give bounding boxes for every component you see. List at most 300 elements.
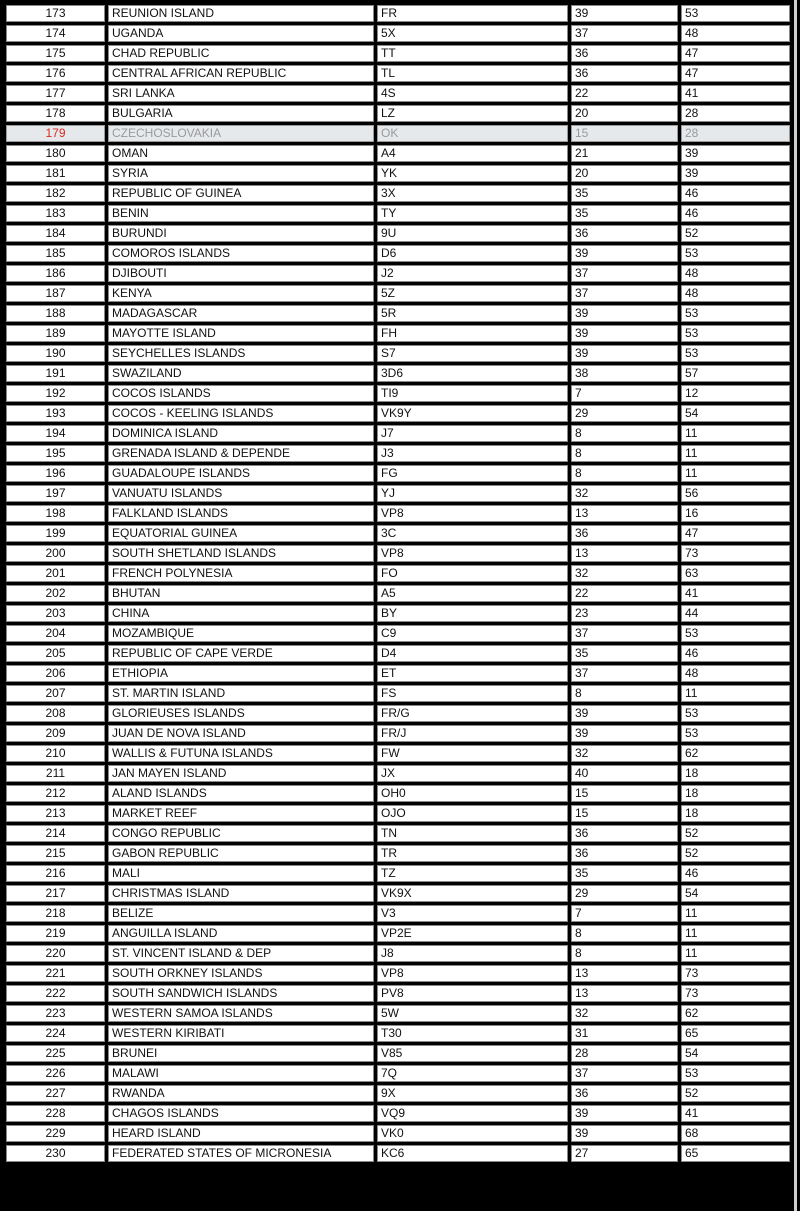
entity-itu-text: 52 [685, 226, 699, 240]
entity-num-text: 223 [45, 1006, 66, 1020]
entity-number-cell [6, 625, 105, 642]
entity-num-text: 182 [45, 186, 66, 200]
itu-zone-cell [681, 225, 790, 242]
entity-itu-text: 53 [685, 626, 699, 640]
entity-num-text: 210 [45, 746, 66, 760]
cq-zone-cell [571, 1145, 678, 1162]
entity-name-cell [108, 1125, 374, 1142]
cq-zone-cell [571, 1045, 678, 1062]
table-row [6, 45, 790, 62]
entity-itu-text: 57 [685, 366, 699, 380]
entity-num-text: 180 [45, 146, 66, 160]
entity-num-text: 175 [45, 46, 66, 60]
entity-prefix-text: VK9X [381, 886, 412, 900]
table-row [6, 825, 790, 842]
entity-number-cell [6, 1145, 105, 1162]
itu-zone-cell [681, 745, 790, 762]
entity-itu-text: 53 [685, 706, 699, 720]
itu-zone-cell [681, 465, 790, 482]
entity-itu-text: 56 [685, 486, 699, 500]
entity-prefix-text: OK [381, 126, 399, 140]
cq-zone-cell [571, 365, 678, 382]
entity-prefix-text: VP2E [381, 926, 412, 940]
cq-zone-cell [571, 965, 678, 982]
entity-name-cell [108, 845, 374, 862]
cq-zone-cell [571, 765, 678, 782]
entity-number-cell [6, 445, 105, 462]
prefix-cell [377, 165, 568, 182]
entity-cq-text: 20 [575, 166, 589, 180]
prefix-cell [377, 1125, 568, 1142]
entity-cq-text: 37 [575, 286, 589, 300]
prefix-cell [377, 685, 568, 702]
entity-cq-text: 39 [575, 706, 589, 720]
table-row [6, 25, 790, 42]
entity-num-text: 218 [45, 906, 66, 920]
cq-zone-cell [571, 985, 678, 1002]
entity-cq-text: 39 [575, 246, 589, 260]
table-row [6, 625, 790, 642]
itu-zone-cell [681, 185, 790, 202]
prefix-cell [377, 665, 568, 682]
entity-cq-text: 36 [575, 66, 589, 80]
entity-name-text: GRENADA ISLAND & DEPENDE [112, 446, 291, 460]
entity-itu-text: 54 [685, 886, 699, 900]
table-row [6, 405, 790, 422]
entity-itu-text: 47 [685, 46, 699, 60]
entity-itu-text: 44 [685, 606, 699, 620]
prefix-cell [377, 945, 568, 962]
entity-number-cell [6, 285, 105, 302]
prefix-cell [377, 245, 568, 262]
itu-zone-cell [681, 1065, 790, 1082]
entity-num-text: 204 [45, 626, 66, 640]
entity-itu-text: 12 [685, 386, 699, 400]
entity-name-cell [108, 445, 374, 462]
entity-prefix-text: S7 [381, 346, 396, 360]
entity-name-cell [108, 725, 374, 742]
entity-cq-text: 39 [575, 1106, 589, 1120]
prefix-cell [377, 645, 568, 662]
entity-number-cell [6, 845, 105, 862]
entity-prefix-text: 9X [381, 1086, 396, 1100]
itu-zone-cell [681, 1005, 790, 1022]
entity-num-text: 205 [45, 646, 66, 660]
entity-name-cell [108, 885, 374, 902]
cq-zone-cell [571, 1065, 678, 1082]
entity-name-text: CZECHOSLOVAKIA [112, 126, 222, 140]
entity-number-cell [6, 85, 105, 102]
entity-cq-text: 37 [575, 666, 589, 680]
entity-itu-text: 18 [685, 806, 699, 820]
entity-cq-text: 36 [575, 1086, 589, 1100]
entity-num-text: 207 [45, 686, 66, 700]
entity-prefix-text: VP8 [381, 966, 404, 980]
entity-itu-text: 18 [685, 786, 699, 800]
table-row [6, 365, 790, 382]
entity-num-text: 221 [45, 966, 66, 980]
prefix-cell [377, 545, 568, 562]
entity-name-text: BELIZE [112, 906, 154, 920]
itu-zone-cell [681, 945, 790, 962]
itu-zone-cell [681, 985, 790, 1002]
itu-zone-cell [681, 865, 790, 882]
table-row [6, 85, 790, 102]
entity-name-text: EQUATORIAL GUINEA [112, 526, 238, 540]
cq-zone-cell [571, 265, 678, 282]
entity-num-text: 227 [45, 1086, 66, 1100]
entity-number-cell [6, 545, 105, 562]
entity-prefix-text: FW [381, 746, 400, 760]
entity-cq-text: 29 [575, 406, 589, 420]
cq-zone-cell [571, 465, 678, 482]
prefix-cell [377, 405, 568, 422]
entity-name-cell [108, 285, 374, 302]
entity-num-text: 220 [45, 946, 66, 960]
cq-zone-cell [571, 685, 678, 702]
prefix-cell [377, 585, 568, 602]
cq-zone-cell [571, 145, 678, 162]
entity-itu-text: 11 [685, 466, 698, 480]
entity-cq-text: 40 [575, 766, 589, 780]
itu-zone-cell [681, 345, 790, 362]
cq-zone-cell [571, 205, 678, 222]
entity-prefix-text: JX [381, 766, 396, 780]
entity-name-text: MAYOTTE ISLAND [112, 326, 216, 340]
entity-num-text: 193 [45, 406, 66, 420]
entity-itu-text: 46 [685, 646, 699, 660]
entity-itu-text: 48 [685, 666, 699, 680]
itu-zone-cell [681, 425, 790, 442]
entity-number-cell [6, 1065, 105, 1082]
entity-number-cell [6, 105, 105, 122]
prefix-cell [377, 225, 568, 242]
entity-itu-text: 73 [685, 966, 699, 980]
entity-num-text: 201 [45, 566, 66, 580]
entity-itu-text: 53 [685, 346, 699, 360]
entity-prefix-text: FH [381, 326, 397, 340]
table-row [6, 125, 790, 142]
entity-num-text: 176 [45, 66, 66, 80]
entity-cq-text: 32 [575, 1006, 589, 1020]
prefix-cell [377, 185, 568, 202]
itu-zone-cell [681, 365, 790, 382]
itu-zone-cell [681, 645, 790, 662]
entity-prefix-text: J8 [381, 946, 394, 960]
entity-itu-text: 53 [685, 306, 699, 320]
table-row [6, 645, 790, 662]
entity-name-cell [108, 745, 374, 762]
entity-number-cell [6, 385, 105, 402]
entity-number-cell [6, 1045, 105, 1062]
entity-number-cell [6, 25, 105, 42]
prefix-cell [377, 865, 568, 882]
entity-name-cell [108, 85, 374, 102]
cq-zone-cell [571, 945, 678, 962]
prefix-cell [377, 145, 568, 162]
entity-name-cell [108, 545, 374, 562]
entity-number-cell [6, 165, 105, 182]
entity-name-text: JAN MAYEN ISLAND [112, 766, 227, 780]
entity-number-cell [6, 745, 105, 762]
entity-num-text: 206 [45, 666, 66, 680]
prefix-cell [377, 825, 568, 842]
cq-zone-cell [571, 785, 678, 802]
cq-zone-cell [571, 865, 678, 882]
cq-zone-cell [571, 745, 678, 762]
entity-itu-text: 28 [685, 126, 699, 140]
cq-zone-cell [571, 645, 678, 662]
table-row [6, 345, 790, 362]
entity-num-text: 173 [45, 6, 66, 20]
entity-name-cell [108, 125, 374, 142]
itu-zone-cell [681, 1145, 790, 1162]
entity-name-text: MALAWI [112, 1066, 159, 1080]
entity-cq-text: 13 [575, 966, 589, 980]
cq-zone-cell [571, 425, 678, 442]
itu-zone-cell [681, 545, 790, 562]
table-row [6, 885, 790, 902]
entity-itu-text: 18 [685, 766, 699, 780]
prefix-cell [377, 285, 568, 302]
entity-name-cell [108, 665, 374, 682]
entity-itu-text: 41 [685, 86, 699, 100]
entity-prefix-text: 3D6 [381, 366, 404, 380]
entity-cq-text: 38 [575, 366, 589, 380]
dxcc-entity-table [3, 2, 793, 1165]
cq-zone-cell [571, 565, 678, 582]
entity-itu-text: 53 [685, 6, 699, 20]
entity-name-cell [108, 1005, 374, 1022]
entity-number-cell [6, 365, 105, 382]
entity-number-cell [6, 225, 105, 242]
table-row [6, 485, 790, 502]
entity-name-cell [108, 925, 374, 942]
prefix-cell [377, 425, 568, 442]
entity-num-text: 203 [45, 606, 66, 620]
entity-number-cell [6, 325, 105, 342]
entity-number-cell [6, 905, 105, 922]
table-row [6, 1065, 790, 1082]
entity-name-cell [108, 485, 374, 502]
entity-num-text: 194 [45, 426, 66, 440]
entity-itu-text: 54 [685, 406, 699, 420]
cq-zone-cell [571, 1085, 678, 1102]
entity-itu-text: 68 [685, 1126, 699, 1140]
itu-zone-cell [681, 965, 790, 982]
entity-prefix-text: TL [381, 66, 396, 80]
itu-zone-cell [681, 85, 790, 102]
prefix-cell [377, 805, 568, 822]
entity-prefix-text: 3X [381, 186, 396, 200]
entity-number-cell [6, 1125, 105, 1142]
entity-name-cell [108, 805, 374, 822]
prefix-cell [377, 345, 568, 362]
table-row [6, 305, 790, 322]
entity-name-text: MARKET REEF [112, 806, 198, 820]
entity-cq-text: 28 [575, 1046, 589, 1060]
entity-number-cell [6, 985, 105, 1002]
table-row [6, 1005, 790, 1022]
entity-prefix-text: J2 [381, 266, 394, 280]
entity-num-text: 190 [45, 346, 66, 360]
entity-num-text: 216 [45, 866, 66, 880]
itu-zone-cell [681, 665, 790, 682]
entity-itu-text: 73 [685, 986, 699, 1000]
prefix-cell [377, 105, 568, 122]
entity-name-cell [108, 365, 374, 382]
table-row [6, 105, 790, 122]
entity-name-text: CONGO REPUBLIC [112, 826, 221, 840]
entity-name-cell [108, 705, 374, 722]
entity-number-cell [6, 125, 105, 142]
entity-number-cell [6, 505, 105, 522]
entity-num-text: 184 [45, 226, 66, 240]
table-row [6, 225, 790, 242]
entity-itu-text: 63 [685, 566, 699, 580]
cq-zone-cell [571, 725, 678, 742]
table-row [6, 805, 790, 822]
entity-num-text: 209 [45, 726, 66, 740]
entity-name-cell [108, 205, 374, 222]
entity-itu-text: 41 [685, 1106, 699, 1120]
entity-cq-text: 39 [575, 726, 589, 740]
entity-num-text: 208 [45, 706, 66, 720]
prefix-cell [377, 445, 568, 462]
cq-zone-cell [571, 485, 678, 502]
table-row [6, 965, 790, 982]
entity-cq-text: 36 [575, 526, 589, 540]
entity-prefix-text: KC6 [381, 1146, 405, 1160]
entity-cq-text: 27 [575, 1146, 589, 1160]
entity-number-cell [6, 405, 105, 422]
entity-prefix-text: FR/J [381, 726, 407, 740]
prefix-cell [377, 965, 568, 982]
entity-itu-text: 73 [685, 546, 699, 560]
entity-prefix-text: 4S [381, 86, 396, 100]
entity-prefix-text: VP8 [381, 546, 404, 560]
entity-name-text: BULGARIA [112, 106, 173, 120]
entity-name-cell [108, 1105, 374, 1122]
entity-num-text: 226 [45, 1066, 66, 1080]
cq-zone-cell [571, 885, 678, 902]
cq-zone-cell [571, 185, 678, 202]
prefix-cell [377, 905, 568, 922]
prefix-cell [377, 385, 568, 402]
itu-zone-cell [681, 805, 790, 822]
table-row [6, 5, 790, 22]
prefix-cell [377, 505, 568, 522]
entity-number-cell [6, 865, 105, 882]
entity-name-text: GLORIEUSES ISLANDS [112, 706, 245, 720]
itu-zone-cell [681, 265, 790, 282]
entity-prefix-text: 5X [381, 26, 396, 40]
entity-cq-text: 37 [575, 1066, 589, 1080]
entity-number-cell [6, 65, 105, 82]
itu-zone-cell [681, 1105, 790, 1122]
entity-name-cell [108, 685, 374, 702]
entity-itu-text: 54 [685, 1046, 699, 1060]
entity-name-cell [108, 625, 374, 642]
entity-name-cell [108, 585, 374, 602]
entity-cq-text: 39 [575, 326, 589, 340]
entity-prefix-text: FS [381, 686, 397, 700]
vertical-scrollbar[interactable] [794, 0, 797, 1211]
entity-itu-text: 48 [685, 266, 699, 280]
entity-prefix-text: FR/G [381, 706, 410, 720]
entity-prefix-text: TY [381, 206, 397, 220]
entity-name-text: BHUTAN [112, 586, 161, 600]
table-row [6, 265, 790, 282]
entity-number-cell [6, 205, 105, 222]
entity-prefix-text: FG [381, 466, 398, 480]
entity-name-text: ST. MARTIN ISLAND [112, 686, 226, 700]
prefix-cell [377, 885, 568, 902]
entity-itu-text: 47 [685, 526, 699, 540]
cq-zone-cell [571, 625, 678, 642]
table-row [6, 1025, 790, 1042]
entity-num-text: 199 [45, 526, 66, 540]
entity-prefix-text: FR [381, 6, 397, 20]
prefix-cell [377, 85, 568, 102]
prefix-cell [377, 325, 568, 342]
cq-zone-cell [571, 45, 678, 62]
table-row [6, 585, 790, 602]
entity-number-cell [6, 485, 105, 502]
entity-name-text: OMAN [112, 146, 148, 160]
prefix-cell [377, 565, 568, 582]
entity-number-cell [6, 925, 105, 942]
entity-name-cell [108, 165, 374, 182]
prefix-cell [377, 525, 568, 542]
entity-num-text: 217 [45, 886, 66, 900]
entity-prefix-text: C9 [381, 626, 397, 640]
entity-cq-text: 39 [575, 1126, 589, 1140]
itu-zone-cell [681, 925, 790, 942]
entity-name-cell [108, 345, 374, 362]
entity-cq-text: 35 [575, 206, 589, 220]
entity-cq-text: 8 [575, 926, 582, 940]
entity-itu-text: 39 [685, 146, 699, 160]
prefix-cell [377, 1045, 568, 1062]
cq-zone-cell [571, 85, 678, 102]
itu-zone-cell [681, 785, 790, 802]
entity-prefix-text: TT [381, 46, 396, 60]
entity-num-text: 224 [45, 1026, 66, 1040]
entity-num-text: 181 [45, 166, 66, 180]
entity-prefix-text: V85 [381, 1046, 403, 1060]
cq-zone-cell [571, 325, 678, 342]
itu-zone-cell [681, 905, 790, 922]
entity-name-text: MALI [112, 866, 141, 880]
itu-zone-cell [681, 285, 790, 302]
entity-name-text: WALLIS & FUTUNA ISLANDS [112, 746, 273, 760]
entity-name-cell [108, 105, 374, 122]
entity-num-text: 229 [45, 1126, 66, 1140]
entity-cq-text: 15 [575, 806, 589, 820]
entity-name-cell [108, 965, 374, 982]
entity-number-cell [6, 1105, 105, 1122]
entity-cq-text: 39 [575, 346, 589, 360]
cq-zone-cell [571, 305, 678, 322]
table-row [6, 905, 790, 922]
entity-itu-text: 65 [685, 1026, 699, 1040]
entity-number-cell [6, 945, 105, 962]
entity-name-cell [108, 825, 374, 842]
cq-zone-cell [571, 125, 678, 142]
cq-zone-cell [571, 1025, 678, 1042]
prefix-cell [377, 765, 568, 782]
